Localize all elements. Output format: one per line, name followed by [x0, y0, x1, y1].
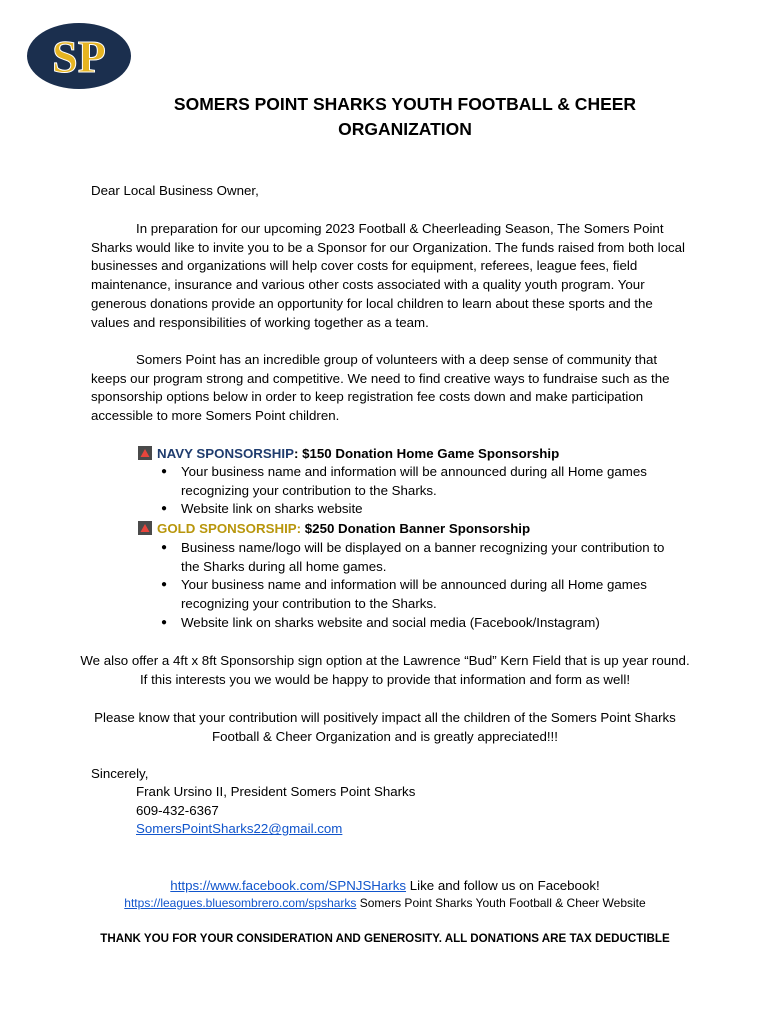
warning-icon — [138, 521, 152, 535]
paragraph-invitation: In preparation for our upcoming 2023 Football & Cheerleading Season, The Somers Point Sharks would like to invite you to be a Sponsor for our Organization. The funds raised from both local businesses and organizations will help cover costs for equipment, referees, league fees, field maintenance, insurance and various other costs associated with a quality youth program. Your generous donations provide an opportunity for local children to learn about these sports and the values and responsibilities of working together as a team. — [91, 221, 686, 330]
navy-sponsorship-benefits — [158, 463, 678, 519]
thank-you-note: THANK YOU FOR YOUR CONSIDERATION AND GENEROSITY. ALL DONATIONS ARE TAX DEDUCTIBLE — [100, 932, 670, 945]
league-website-text: Somers Point Sharks Youth Football & Cheer Website — [356, 896, 646, 910]
facebook-link[interactable]: https://www.facebook.com/SPNJSHarks — [170, 878, 407, 893]
title-line-1: SOMERS POINT SHARKS YOUTH FOOTBALL & CHEER — [173, 94, 637, 114]
facebook-text: Like and follow us on Facebook! — [406, 878, 600, 893]
letter-greeting: Dear Local Business Owner, — [91, 183, 259, 198]
list-item: ● Business name/logo will be displayed on a banner recognizing your contribution to the Sharks during all home games. — [158, 539, 678, 576]
gold-sponsorship-heading — [138, 520, 530, 539]
paragraph-sign-option: We also offer a 4ft x 8ft Sponsorship sign option at the Lawrence “Bud” Kern Field that is up year round. If this interests you we would be happy to provide that information and form as well! — [80, 653, 690, 687]
signature-phone: 609-432-6367 — [136, 802, 219, 818]
signature-name: Frank Ursino II, President Somers Point Sharks — [136, 784, 416, 799]
page-title — [60, 92, 750, 142]
list-item: ● Website link on sharks website — [158, 500, 678, 519]
letter-closing: Sincerely, — [91, 766, 149, 781]
gold-sponsorship-detail: $250 Donation Banner Sponsorship — [304, 521, 531, 536]
gold-sponsorship-colon: : — [296, 521, 302, 536]
gold-sponsorship-benefits — [158, 539, 678, 633]
signature-block — [136, 783, 415, 839]
navy-sponsorship-heading — [138, 445, 559, 464]
list-item: ● Website link on sharks website and social media (Facebook/Instagram) — [158, 614, 678, 633]
signature-email-link[interactable]: SomersPointSharks22@gmail.com — [136, 821, 343, 837]
list-item: ● Your business name and information will be announced during all Home games recognizing your contribution to the Sharks. — [158, 576, 678, 613]
league-website-link[interactable]: https://leagues.bluesombrero.com/spsharks — [124, 896, 357, 910]
paragraph-appreciation: Please know that your contribution will positively impact all the children of the Somers Point Sharks Football & Cheer Organization and is greatly appreciated!!! — [94, 710, 676, 744]
facebook-line — [60, 877, 710, 896]
gold-sponsorship-name: GOLD SPONSORSHIP — [157, 521, 297, 536]
title-line-2: ORGANIZATION — [338, 119, 472, 139]
navy-sponsorship-name: NAVY SPONSORSHIP — [157, 446, 294, 461]
logo-text: SP — [52, 31, 106, 82]
navy-sponsorship-colon: : — [293, 446, 299, 461]
navy-sponsorship-detail: $150 Donation Home Game Sponsorship — [302, 446, 560, 461]
list-item: ● Your business name and information will be announced during all Home games recognizing your contribution to the Sharks. — [158, 463, 678, 500]
organization-logo — [26, 22, 132, 90]
paragraph-volunteers: Somers Point has an incredible group of volunteers with a deep sense of community that keeps our program strong and competitive. We need to find creative ways to fundraise such as the sponsorship options below in order to keep registration fee costs down and make participation accessible to more Somers Point children. — [91, 352, 670, 424]
league-website-line — [60, 896, 710, 910]
warning-icon — [138, 446, 152, 460]
